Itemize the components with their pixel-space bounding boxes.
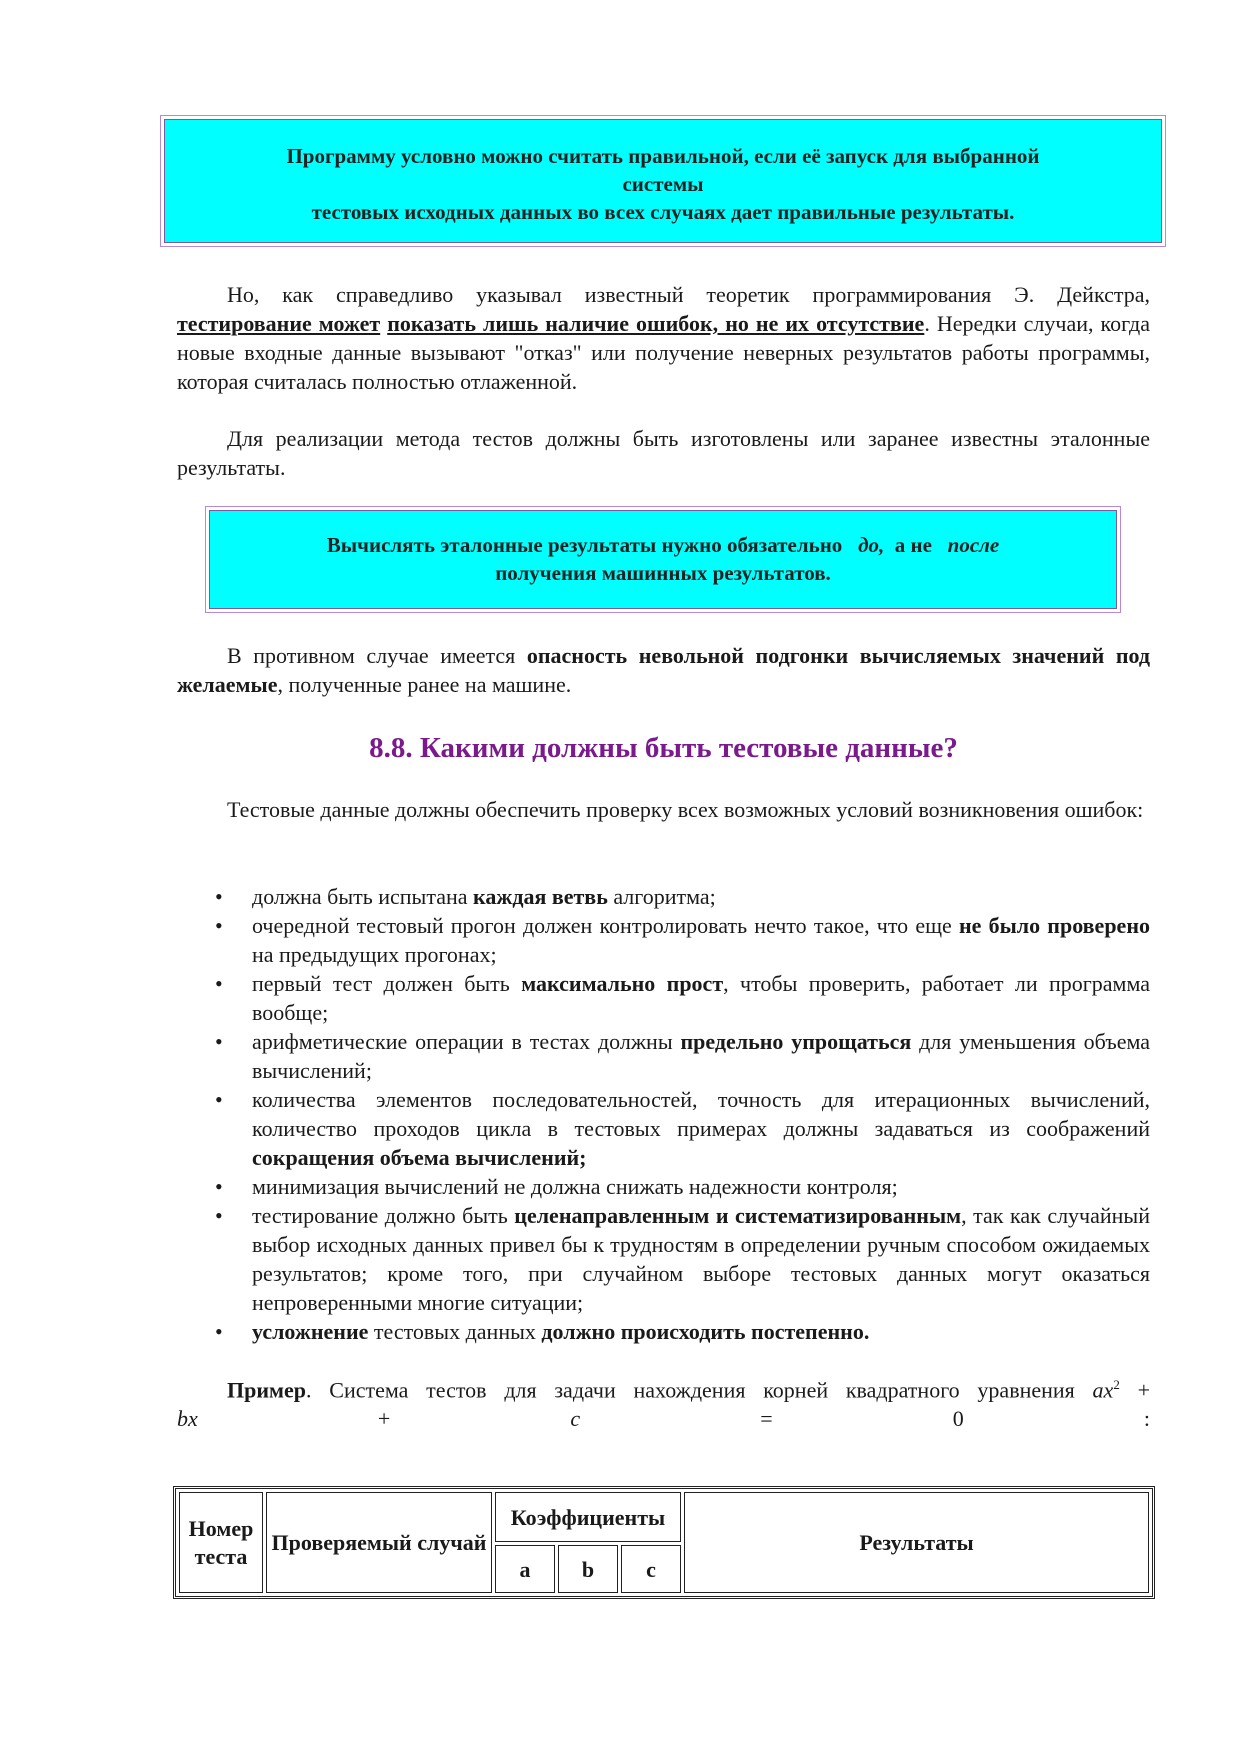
equation-line: bx + c = 0 :: [177, 1406, 1150, 1432]
header-results: Результаты: [684, 1492, 1149, 1593]
header-coefficients: Коэффициенты: [495, 1492, 681, 1542]
list-item: • усложнение тестовых данных должно происходить постепенно.: [177, 1317, 1150, 1346]
header-test-number: Номер теста: [179, 1492, 263, 1593]
list-item: • арифметические операции в тестах должны предельно упрощаться для уменьшения объема вычислений;: [177, 1027, 1150, 1085]
tests-table: [173, 1486, 1155, 1599]
example-paragraph: [177, 1370, 1150, 1433]
callout-line: системы: [622, 172, 704, 196]
paragraph-test-data: Тестовые данные должны обеспечить проверку всех возможных условий возникновения ошибок:: [227, 797, 1144, 822]
requirements-list: [177, 882, 1150, 1346]
header-checked-case: Проверяемый случай: [266, 1492, 492, 1593]
callout-line: Программу условно можно считать правильной, если её запуск для выбранной: [286, 144, 1040, 168]
callout-line: Вычислять эталонные результаты нужно обязательно до, а не после: [326, 533, 1000, 557]
paragraph-reference-results: Для реализации метода тестов должны быть изготовлены или заранее известны эталонные результаты.: [177, 426, 1150, 480]
paragraph-dijkstra: Но, как справедливо указывал известный теоретик программирования Э. Дейкстра, тестирование может показать лишь наличие ошибок, но не их отсутствие. Нередки случаи, когда новые входные данные вызывают "отказ" или получение неверных результатов работы программы, которая считалась полностью отлаженной.: [177, 282, 1150, 394]
header-coef-a: a: [495, 1545, 555, 1593]
list-item: • минимизация вычислений не должна снижать надежности контроля;: [177, 1172, 1150, 1201]
callout-correctness: [164, 119, 1162, 243]
callout-line: тестовых исходных данных во всех случаях дает правильные результаты.: [311, 200, 1015, 224]
underlined-phrase: тестирование может: [177, 311, 381, 336]
callout-compute-before: [209, 510, 1117, 609]
header-coef-b: b: [558, 1545, 618, 1593]
callout-line: получения машинных результатов.: [495, 561, 831, 585]
list-item: • количества элементов последовательностей, точность для итерационных вычислений, количество проходов цикла в тестовых примерах должны задаваться из соображений сокращения объема вычислений;: [177, 1085, 1150, 1172]
header-coef-c: c: [621, 1545, 681, 1593]
example-line-1: Пример. Система тестов для задачи нахождения корней квадратного уравнения $ax^2$ +: [227, 1377, 1150, 1403]
paragraph-danger: В противном случае имеется опасность невольной подгонки вычисляемых значений под желаемые, полученные ранее на машине.: [177, 643, 1150, 697]
list-item: • очередной тестовый прогон должен контролировать нечто такое, что еще не было проверено на предыдущих прогонах;: [177, 911, 1150, 969]
list-item: • должна быть испытана каждая ветвь алгоритма;: [177, 882, 1150, 911]
list-item: • тестирование должно быть целенаправленным и систематизированным, так как случайный выбор исходных данных привел бы к трудностям в определении ручным способом ожидаемых результатов; кроме того, при случайном выборе тестовых данных могут оказаться непроверенными многие ситуации;: [177, 1201, 1150, 1317]
section-heading: 8.8. Какими должны быть тестовые данные?: [369, 732, 958, 764]
underlined-phrase: показать лишь наличие ошибок, но не их отсутствие: [387, 311, 925, 336]
list-item: • первый тест должен быть максимально прост, чтобы проверить, работает ли программа вообще;: [177, 969, 1150, 1027]
